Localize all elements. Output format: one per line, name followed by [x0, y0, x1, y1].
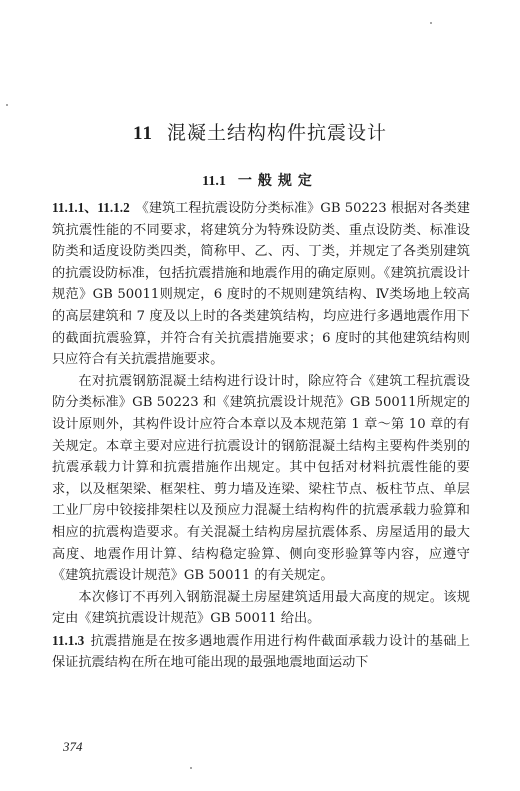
paragraph-seismic-design — [52, 371, 470, 587]
paragraph-clause-11-1-3 — [52, 630, 470, 674]
paragraph-text: 本次修订不再列入钢筋混凝土房屋建筑适用最大高度的规定。该规定由《建筑抗震设计规范》GB 50011 给出。 — [52, 589, 470, 627]
clause-number: 11.1.3 — [52, 632, 85, 648]
paragraph-revision-note — [52, 587, 470, 630]
chapter-title — [0, 118, 520, 145]
chapter-number: 11 — [133, 123, 153, 144]
chapter-title-text: 混凝土结构构件抗震设计 — [166, 122, 387, 144]
paragraph-clause-11-1-1 — [52, 197, 470, 371]
scan-speck — [430, 22, 432, 24]
section-number: 11.1 — [202, 174, 226, 189]
section-title-text: 一般规定 — [237, 173, 318, 189]
clause-number: 11.1.1、11.1.2 — [52, 200, 130, 215]
paragraph-text: 在对抗震钢筋混凝土结构进行设计时，除应符合《建筑工程抗震设防分类标准》GB 50223 和《建筑抗震设计规范》GB 50011所规定的设计原则外，其构件设计应符合本章以及本规范第 1 章～第 10 章的有关规定。本章主要对应进行抗震设计的钢筋混凝土结构主要构件类别的抗震承载力计算和抗震措施作出规定。其中包括对材料抗震性能的要求，以及框架梁、框架柱、剪力墙及连梁、梁柱节点、板柱节点、单层工业厂房中铰接排架柱以及预应力混凝土结构构件的抗震承载力验算和相应的抗震构造要求。有关混凝土结构房屋抗震体系、房屋适用的最大高度、地震作用计算、结构稳定验算、侧向变形验算等内容，应遵守《建筑抗震设计规范》GB 50011 的有关规定。 — [52, 373, 470, 584]
paragraph-text: 抗震措施是在按多遇地震作用进行构件截面承载力设计的基础上保证抗震结构在所在地可能出现的最强地震地面运动下 — [52, 633, 470, 671]
scan-speck — [190, 767, 192, 769]
body-text — [52, 197, 470, 674]
page-number: 374 — [63, 739, 83, 754]
section-title — [0, 170, 520, 190]
paragraph-text: 《建筑工程抗震设防分类标准》GB 50223 根据对各类建筑抗震性能的不同要求，将建筑分为特殊设防类、重点设防类、标准设防类和适度设防类四类，简称甲、乙、丙、丁类，并规定了各类别建筑的抗震设防标准，包括抗震措施和地震作用的确定原则。《建筑抗震设计规范》GB 50011则规定，6 度时的不规则建筑结构、Ⅳ类场地上较高的高层建筑和 7 度及以上时的各类建筑结构，均应进行多遇地震作用下的截面抗震验算，并符合有关抗震措施要求；6 度时的其他建筑结构则只应符合有关抗震措施要求。 — [52, 201, 470, 368]
scan-speck — [6, 104, 8, 106]
